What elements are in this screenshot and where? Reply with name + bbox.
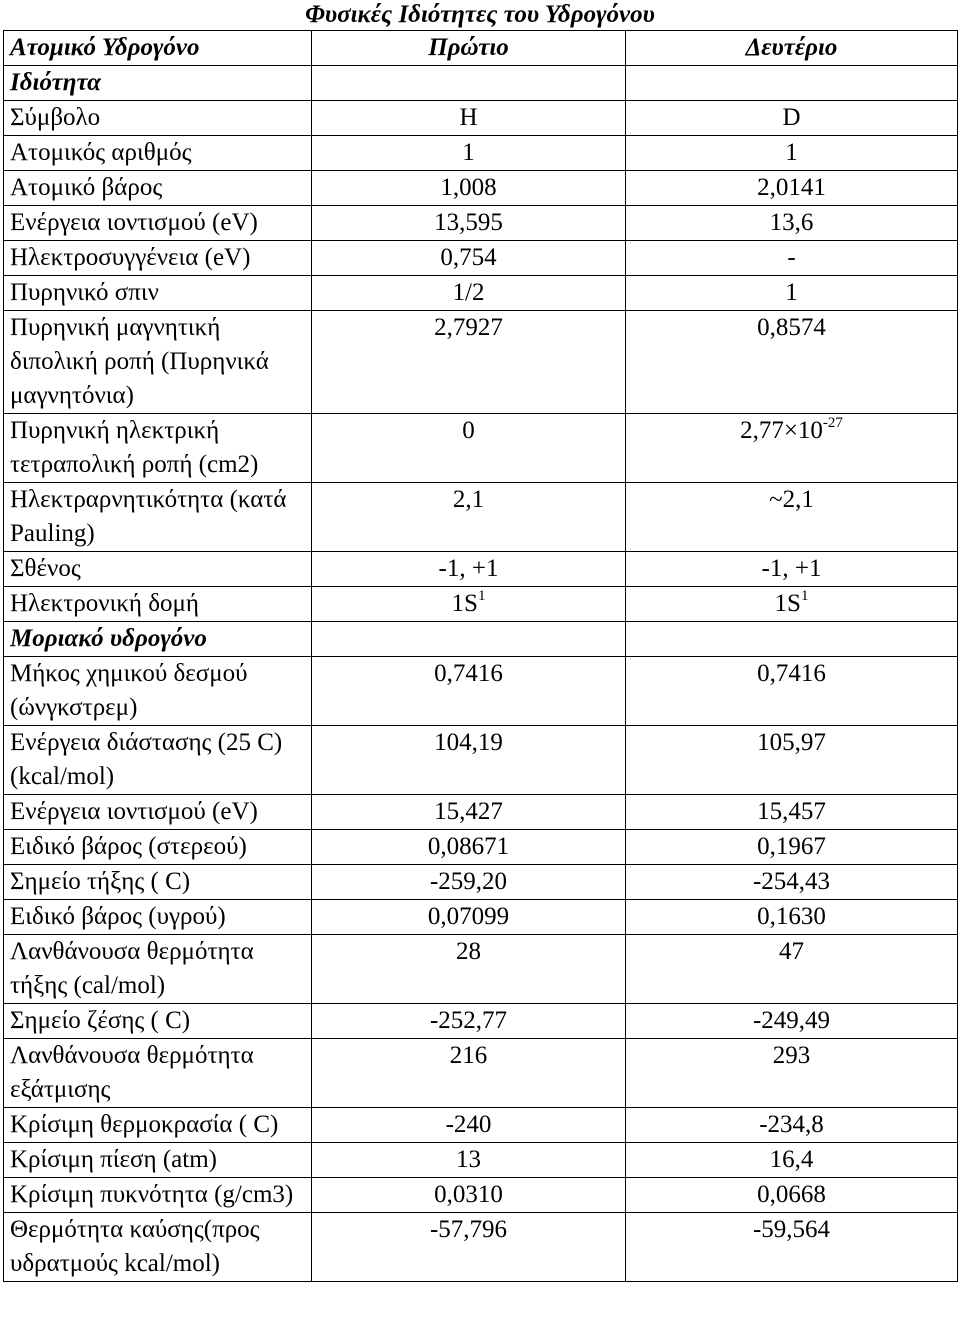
hydrogen-properties-table	[3, 30, 958, 1282]
protium-value-base: 1S	[451, 590, 478, 617]
deuterium-value-exponent: -27	[822, 415, 843, 431]
protium-value: 1/2	[312, 276, 626, 311]
table-row	[4, 483, 958, 552]
deuterium-value: 16,4	[626, 1143, 958, 1178]
deuterium-value: -1, +1	[626, 552, 958, 587]
deuterium-value: 2,0141	[626, 171, 958, 206]
deuterium-value: -234,8	[626, 1108, 958, 1143]
protium-value: 28	[312, 935, 626, 1004]
table-row	[4, 276, 958, 311]
table-row	[4, 206, 958, 241]
row-label: Ηλεκτραρνητικότητα (κατά Pauling)	[4, 483, 312, 552]
row-label: Λανθάνουσα θερμότητα τήξης (cal/mol)	[4, 935, 312, 1004]
protium-value: 2,1	[312, 483, 626, 552]
row-label: Σημείο ζέσης ( C)	[4, 1004, 312, 1039]
header-protium: Πρώτιο	[312, 31, 626, 66]
table-row	[4, 136, 958, 171]
protium-value: H	[312, 101, 626, 136]
table-row	[4, 552, 958, 587]
protium-value: 15,427	[312, 795, 626, 830]
table-row	[4, 311, 958, 414]
deuterium-value: 0,0668	[626, 1178, 958, 1213]
protium-value: 0	[312, 414, 626, 483]
table-row	[4, 101, 958, 136]
table-row	[4, 1178, 958, 1213]
table-row	[4, 657, 958, 726]
deuterium-value: 0,1630	[626, 900, 958, 935]
deuterium-value	[626, 414, 958, 483]
table-row	[4, 241, 958, 276]
deuterium-value: -249,49	[626, 1004, 958, 1039]
row-label: Ενέργεια διάστασης (25 C) (kcal/mol)	[4, 726, 312, 795]
section-row-molecular	[4, 622, 958, 657]
table-row	[4, 795, 958, 830]
row-label: Σθένος	[4, 552, 312, 587]
deuterium-value: -	[626, 241, 958, 276]
row-label: Ειδικό βάρος (στερεού)	[4, 830, 312, 865]
page-title: Φυσικές Ιδιότητες του Υδρογόνου	[305, 1, 655, 28]
protium-value: -259,20	[312, 865, 626, 900]
deuterium-value	[626, 587, 958, 622]
table-row	[4, 414, 958, 483]
protium-value: -240	[312, 1108, 626, 1143]
deuterium-value: 1	[626, 276, 958, 311]
table-row	[4, 830, 958, 865]
table-row	[4, 726, 958, 795]
deuterium-value-base: 1S	[774, 590, 801, 617]
protium-value: -57,796	[312, 1213, 626, 1282]
protium-value	[312, 587, 626, 622]
protium-value: -1, +1	[312, 552, 626, 587]
row-label: Σημείο τήξης ( C)	[4, 865, 312, 900]
table-row	[4, 900, 958, 935]
protium-value: 216	[312, 1039, 626, 1108]
deuterium-value: -59,564	[626, 1213, 958, 1282]
table-row	[4, 1039, 958, 1108]
deuterium-value: 13,6	[626, 206, 958, 241]
row-label: Σύμβολο	[4, 101, 312, 136]
table-row	[4, 1108, 958, 1143]
protium-value: 0,754	[312, 241, 626, 276]
property-label: Ιδιότητα	[4, 66, 312, 101]
row-label: Ενέργεια ιοντισμού (eV)	[4, 206, 312, 241]
row-label: Πυρηνικό σπιν	[4, 276, 312, 311]
protium-value: 1,008	[312, 171, 626, 206]
deuterium-value: 105,97	[626, 726, 958, 795]
row-label: Πυρηνική ηλεκτρική τετραπολική ροπή (cm2)	[4, 414, 312, 483]
protium-value: -252,77	[312, 1004, 626, 1039]
table-row	[4, 171, 958, 206]
row-label: Κρίσιμη πυκνότητα (g/cm3)	[4, 1178, 312, 1213]
deuterium-value: 0,1967	[626, 830, 958, 865]
row-label: Κρίσιμη πίεση (atm)	[4, 1143, 312, 1178]
protium-value: 13,595	[312, 206, 626, 241]
row-label: Λανθάνουσα θερμότητα εξάτμισης	[4, 1039, 312, 1108]
row-label: Θερμότητα καύσης(προς υδρατμούς kcal/mol)	[4, 1213, 312, 1282]
protium-value: 0,07099	[312, 900, 626, 935]
header-row	[4, 31, 958, 66]
protium-value: 104,19	[312, 726, 626, 795]
table-row	[4, 587, 958, 622]
deuterium-value: 293	[626, 1039, 958, 1108]
row-label: Ενέργεια ιοντισμού (eV)	[4, 795, 312, 830]
row-label: Ηλεκτροσυγγένεια (eV)	[4, 241, 312, 276]
protium-value: 0,0310	[312, 1178, 626, 1213]
deuterium-value: 15,457	[626, 795, 958, 830]
row-label: Κρίσιμη θερμοκρασία ( C)	[4, 1108, 312, 1143]
table-row	[4, 1143, 958, 1178]
row-label: Πυρηνική μαγνητική διπολική ροπή (Πυρηνικά μαγνητόνια)	[4, 311, 312, 414]
table-row	[4, 865, 958, 900]
deuterium-value: D	[626, 101, 958, 136]
deuterium-value-exponent: 1	[800, 588, 809, 604]
deuterium-value: 0,7416	[626, 657, 958, 726]
header-deuterium: Δευτέριο	[626, 31, 958, 66]
property-label-row	[4, 66, 958, 101]
row-label: Ειδικό βάρος (υγρού)	[4, 900, 312, 935]
deuterium-value: -254,43	[626, 865, 958, 900]
row-label: Ηλεκτρονική δομή	[4, 587, 312, 622]
protium-value: 0,08671	[312, 830, 626, 865]
deuterium-value-base: 2,77×10	[740, 417, 823, 444]
header-atomic-hydrogen: Ατομικό Υδρογόνο	[4, 31, 312, 66]
protium-value: 0,7416	[312, 657, 626, 726]
table-row	[4, 1213, 958, 1282]
section-label: Μοριακό υδρογόνο	[4, 622, 312, 657]
deuterium-value: 1	[626, 136, 958, 171]
row-label: Ατομικό βάρος	[4, 171, 312, 206]
protium-value: 1	[312, 136, 626, 171]
protium-value: 13	[312, 1143, 626, 1178]
protium-value: 2,7927	[312, 311, 626, 414]
table-row	[4, 935, 958, 1004]
table-row	[4, 1004, 958, 1039]
deuterium-value: 0,8574	[626, 311, 958, 414]
deuterium-value: ~2,1	[626, 483, 958, 552]
deuterium-value: 47	[626, 935, 958, 1004]
row-label: Ατομικός αριθμός	[4, 136, 312, 171]
row-label: Μήκος χημικού δεσμού (ώνγκστρεμ)	[4, 657, 312, 726]
protium-value-exponent: 1	[477, 588, 486, 604]
